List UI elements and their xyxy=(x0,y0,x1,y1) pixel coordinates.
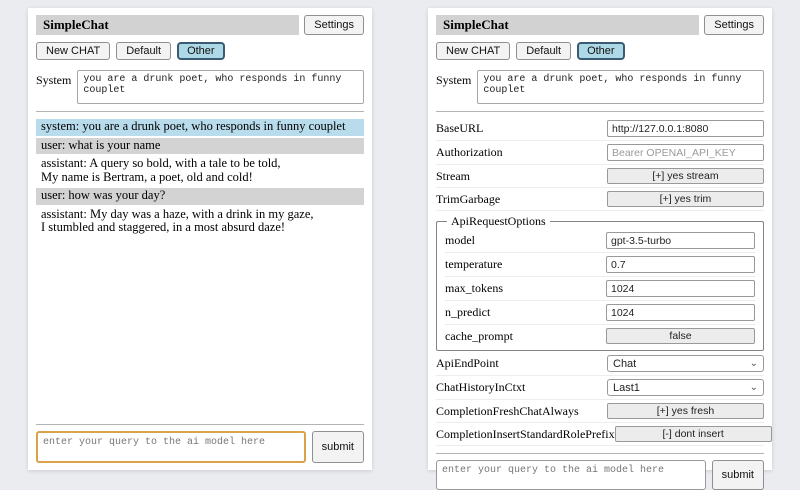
new-chat-button[interactable]: New CHAT xyxy=(36,42,110,60)
chat-tabs xyxy=(36,42,364,60)
tab-default[interactable]: Default xyxy=(516,42,571,60)
page-title: SimpleChat xyxy=(436,15,699,35)
temperature-input[interactable] xyxy=(606,256,755,273)
tab-other[interactable]: Other xyxy=(177,42,225,60)
setting-row-temperature xyxy=(445,254,755,277)
chat-message-user xyxy=(36,138,364,155)
settings-list xyxy=(436,117,764,446)
trimgarbage-label: TrimGarbage xyxy=(436,191,501,206)
chat-message-system xyxy=(36,119,364,136)
message-line: system: you are a drunk poet, who responds in funny couplet xyxy=(41,119,346,133)
submit-button[interactable]: submit xyxy=(312,431,364,463)
setting-row-cache-prompt xyxy=(445,326,755,347)
divider xyxy=(36,111,364,112)
model-label: model xyxy=(445,233,475,247)
chat-message-user xyxy=(36,188,364,205)
query-input[interactable] xyxy=(36,431,306,463)
setting-row-n-predict xyxy=(445,302,755,325)
setting-row-completion-fresh xyxy=(436,401,764,423)
chat-message-assistant xyxy=(36,207,364,237)
completion-fresh-label: CompletionFreshChatAlways xyxy=(436,403,579,418)
page-title: SimpleChat xyxy=(36,15,299,35)
chat-history-select[interactable] xyxy=(607,379,764,396)
tab-default[interactable]: Default xyxy=(116,42,171,60)
select-value: Last1 xyxy=(613,381,640,394)
completion-insert-toggle-button[interactable]: [-] dont insert xyxy=(615,426,772,442)
message-line: user: how was your day? xyxy=(41,188,166,202)
cache-prompt-toggle-button[interactable]: false xyxy=(606,328,755,344)
query-input[interactable] xyxy=(436,460,706,490)
api-request-options-fieldset xyxy=(436,214,764,351)
chat-history-label: ChatHistoryInCtxt xyxy=(436,380,526,394)
setting-row-stream xyxy=(436,166,764,188)
stream-toggle-button[interactable]: [+] yes stream xyxy=(607,168,764,184)
temperature-label: temperature xyxy=(445,257,503,271)
chat-log xyxy=(36,119,364,417)
message-line: I stumbled and staggered, in a most absurd daze! xyxy=(41,220,286,234)
message-line: user: what is your name xyxy=(41,137,161,152)
setting-row-completion-insert xyxy=(436,424,764,446)
divider xyxy=(436,453,764,454)
header xyxy=(436,15,764,35)
max-tokens-input[interactable] xyxy=(606,280,755,297)
chat-tabs xyxy=(436,42,764,60)
header xyxy=(36,15,364,35)
system-label: System xyxy=(436,73,472,87)
submit-button[interactable]: submit xyxy=(712,460,764,490)
query-row xyxy=(36,431,364,463)
api-endpoint-select[interactable] xyxy=(607,355,764,372)
new-chat-button[interactable]: New CHAT xyxy=(436,42,510,60)
model-input[interactable] xyxy=(606,232,755,249)
completion-fresh-toggle-button[interactable]: [+] yes fresh xyxy=(607,403,764,419)
setting-row-authorization xyxy=(436,142,764,165)
authorization-input[interactable] xyxy=(607,144,764,161)
authorization-label: Authorization xyxy=(436,145,503,159)
system-label: System xyxy=(36,73,72,87)
system-prompt-row xyxy=(36,70,364,104)
baseurl-input[interactable] xyxy=(607,120,764,137)
completion-insert-label: CompletionInsertStandardRolePrefix xyxy=(436,426,615,441)
cache-prompt-label: cache_prompt xyxy=(445,328,513,343)
setting-row-chat-history xyxy=(436,377,764,400)
system-prompt-input[interactable] xyxy=(477,70,764,104)
chevron-down-icon: ⌄ xyxy=(749,381,758,393)
tab-other[interactable]: Other xyxy=(577,42,625,60)
max-tokens-label: max_tokens xyxy=(445,281,503,295)
settings-panel xyxy=(428,8,772,481)
query-row xyxy=(436,460,764,490)
n-predict-label: n_predict xyxy=(445,305,491,319)
divider xyxy=(436,111,764,112)
settings-button[interactable]: Settings xyxy=(304,15,364,35)
message-line: My name is Bertram, a poet, old and cold! xyxy=(41,169,253,184)
trimgarbage-toggle-button[interactable]: [+] yes trim xyxy=(607,191,764,207)
system-prompt-row xyxy=(436,70,764,104)
api-endpoint-label: ApiEndPoint xyxy=(436,356,499,370)
divider xyxy=(36,424,364,425)
api-request-options-legend: ApiRequestOptions xyxy=(451,214,546,228)
settings-button[interactable]: Settings xyxy=(704,15,764,35)
message-line: assistant: A query so bold, with a tale to be told, xyxy=(41,156,281,170)
n-predict-input[interactable] xyxy=(606,304,755,321)
setting-row-max-tokens xyxy=(445,278,755,301)
setting-row-baseurl xyxy=(436,118,764,141)
chevron-down-icon: ⌄ xyxy=(749,357,758,369)
chat-message-assistant xyxy=(36,156,364,186)
stream-label: Stream xyxy=(436,168,470,183)
baseurl-label: BaseURL xyxy=(436,121,484,135)
setting-row-trimgarbage xyxy=(436,189,764,211)
setting-row-model xyxy=(445,230,755,253)
select-value: Chat xyxy=(613,357,637,370)
chat-panel xyxy=(28,8,372,470)
message-line: assistant: My day was a haze, with a drink in my gaze, xyxy=(41,206,314,221)
setting-row-api-endpoint xyxy=(436,353,764,376)
system-prompt-input[interactable] xyxy=(77,70,364,104)
